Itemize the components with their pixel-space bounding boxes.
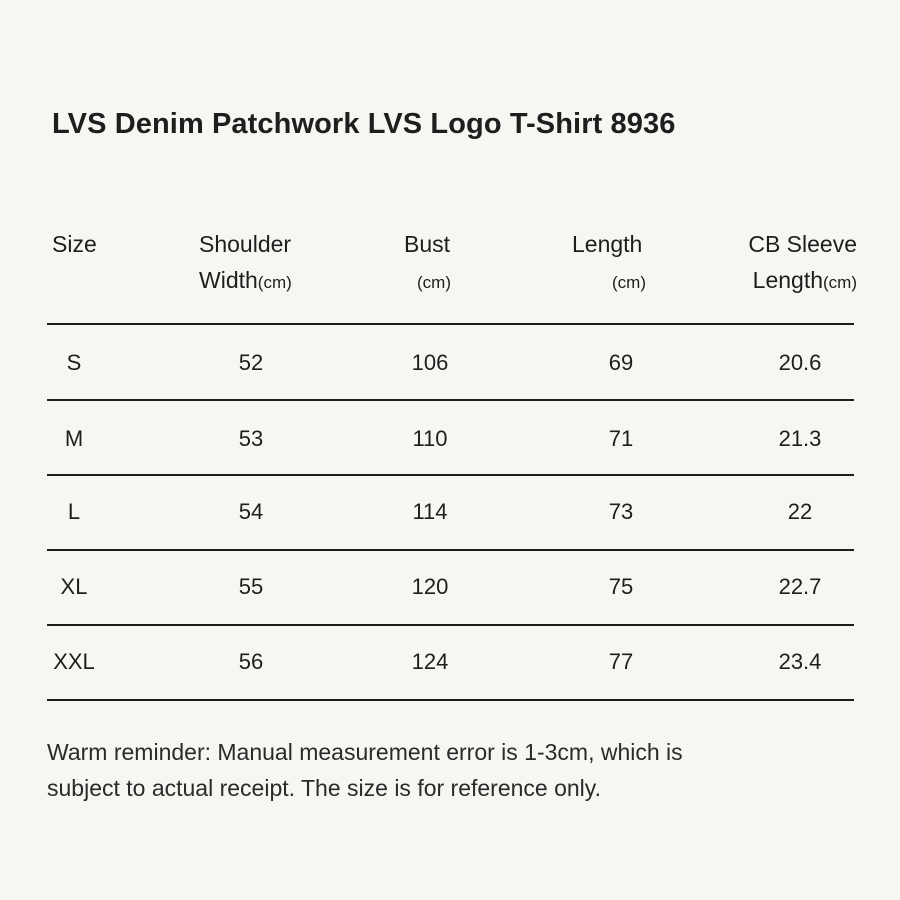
cell-shoulder: 56 xyxy=(238,649,264,674)
header-size-label: Size xyxy=(52,231,97,257)
cell-size: M xyxy=(64,426,84,451)
table-row xyxy=(0,326,900,400)
cell-bust: 120 xyxy=(411,574,449,599)
cell-sleeve: 23.4 xyxy=(778,649,822,674)
cell-shoulder: 53 xyxy=(238,426,264,451)
reminder-note xyxy=(47,734,847,806)
cell-sleeve: 22.7 xyxy=(778,574,822,599)
table-row xyxy=(0,402,900,476)
reminder-line2: subject to actual receipt. The size is for reference only. xyxy=(47,775,601,801)
cell-sleeve: 20.6 xyxy=(778,350,822,375)
header-shoulder-line2: Width xyxy=(199,267,258,293)
cell-length: 75 xyxy=(608,574,634,599)
header-bust-unit: (cm) xyxy=(417,273,451,292)
header-bust xyxy=(404,226,451,301)
header-length xyxy=(572,226,646,301)
cell-sleeve: 21.3 xyxy=(778,426,822,451)
header-shoulder-line1: Shoulder xyxy=(199,231,292,257)
cell-length: 77 xyxy=(608,649,634,674)
table-divider xyxy=(47,323,854,325)
header-sleeve-line2: Length xyxy=(752,267,824,293)
table-row xyxy=(0,625,900,699)
header-bust-line1: Bust xyxy=(404,231,451,257)
cell-length: 73 xyxy=(608,499,634,524)
cell-shoulder: 55 xyxy=(238,574,264,599)
header-sleeve-line1: CB Sleeve xyxy=(748,231,857,257)
header-size xyxy=(52,226,97,262)
header-shoulder-width xyxy=(199,226,292,301)
table-divider xyxy=(47,399,854,401)
header-cb-sleeve-length xyxy=(748,226,857,301)
cell-sleeve: 22 xyxy=(787,499,813,524)
cell-size: L xyxy=(67,499,81,524)
cell-size: XXL xyxy=(53,649,95,674)
table-row xyxy=(0,550,900,624)
cell-size: XL xyxy=(60,574,88,599)
cell-size: S xyxy=(66,350,82,375)
cell-shoulder: 52 xyxy=(238,350,264,375)
cell-length: 69 xyxy=(608,350,634,375)
cell-bust: 106 xyxy=(411,350,449,375)
header-length-line1: Length xyxy=(572,231,643,257)
header-sleeve-unit: (cm) xyxy=(823,273,857,292)
cell-bust: 124 xyxy=(411,649,449,674)
table-divider xyxy=(47,699,854,701)
header-shoulder-unit: (cm) xyxy=(257,273,292,292)
reminder-line1: Warm reminder: Manual measurement error is 1-3cm, which is xyxy=(47,739,683,765)
table-header xyxy=(0,226,900,306)
table-row xyxy=(0,475,900,549)
cell-length: 71 xyxy=(608,426,634,451)
cell-shoulder: 54 xyxy=(238,499,264,524)
cell-bust: 110 xyxy=(412,426,448,451)
page-title: LVS Denim Patchwork LVS Logo T-Shirt 8936 xyxy=(52,108,676,140)
cell-bust: 114 xyxy=(412,499,448,524)
header-length-unit: (cm) xyxy=(612,273,646,292)
